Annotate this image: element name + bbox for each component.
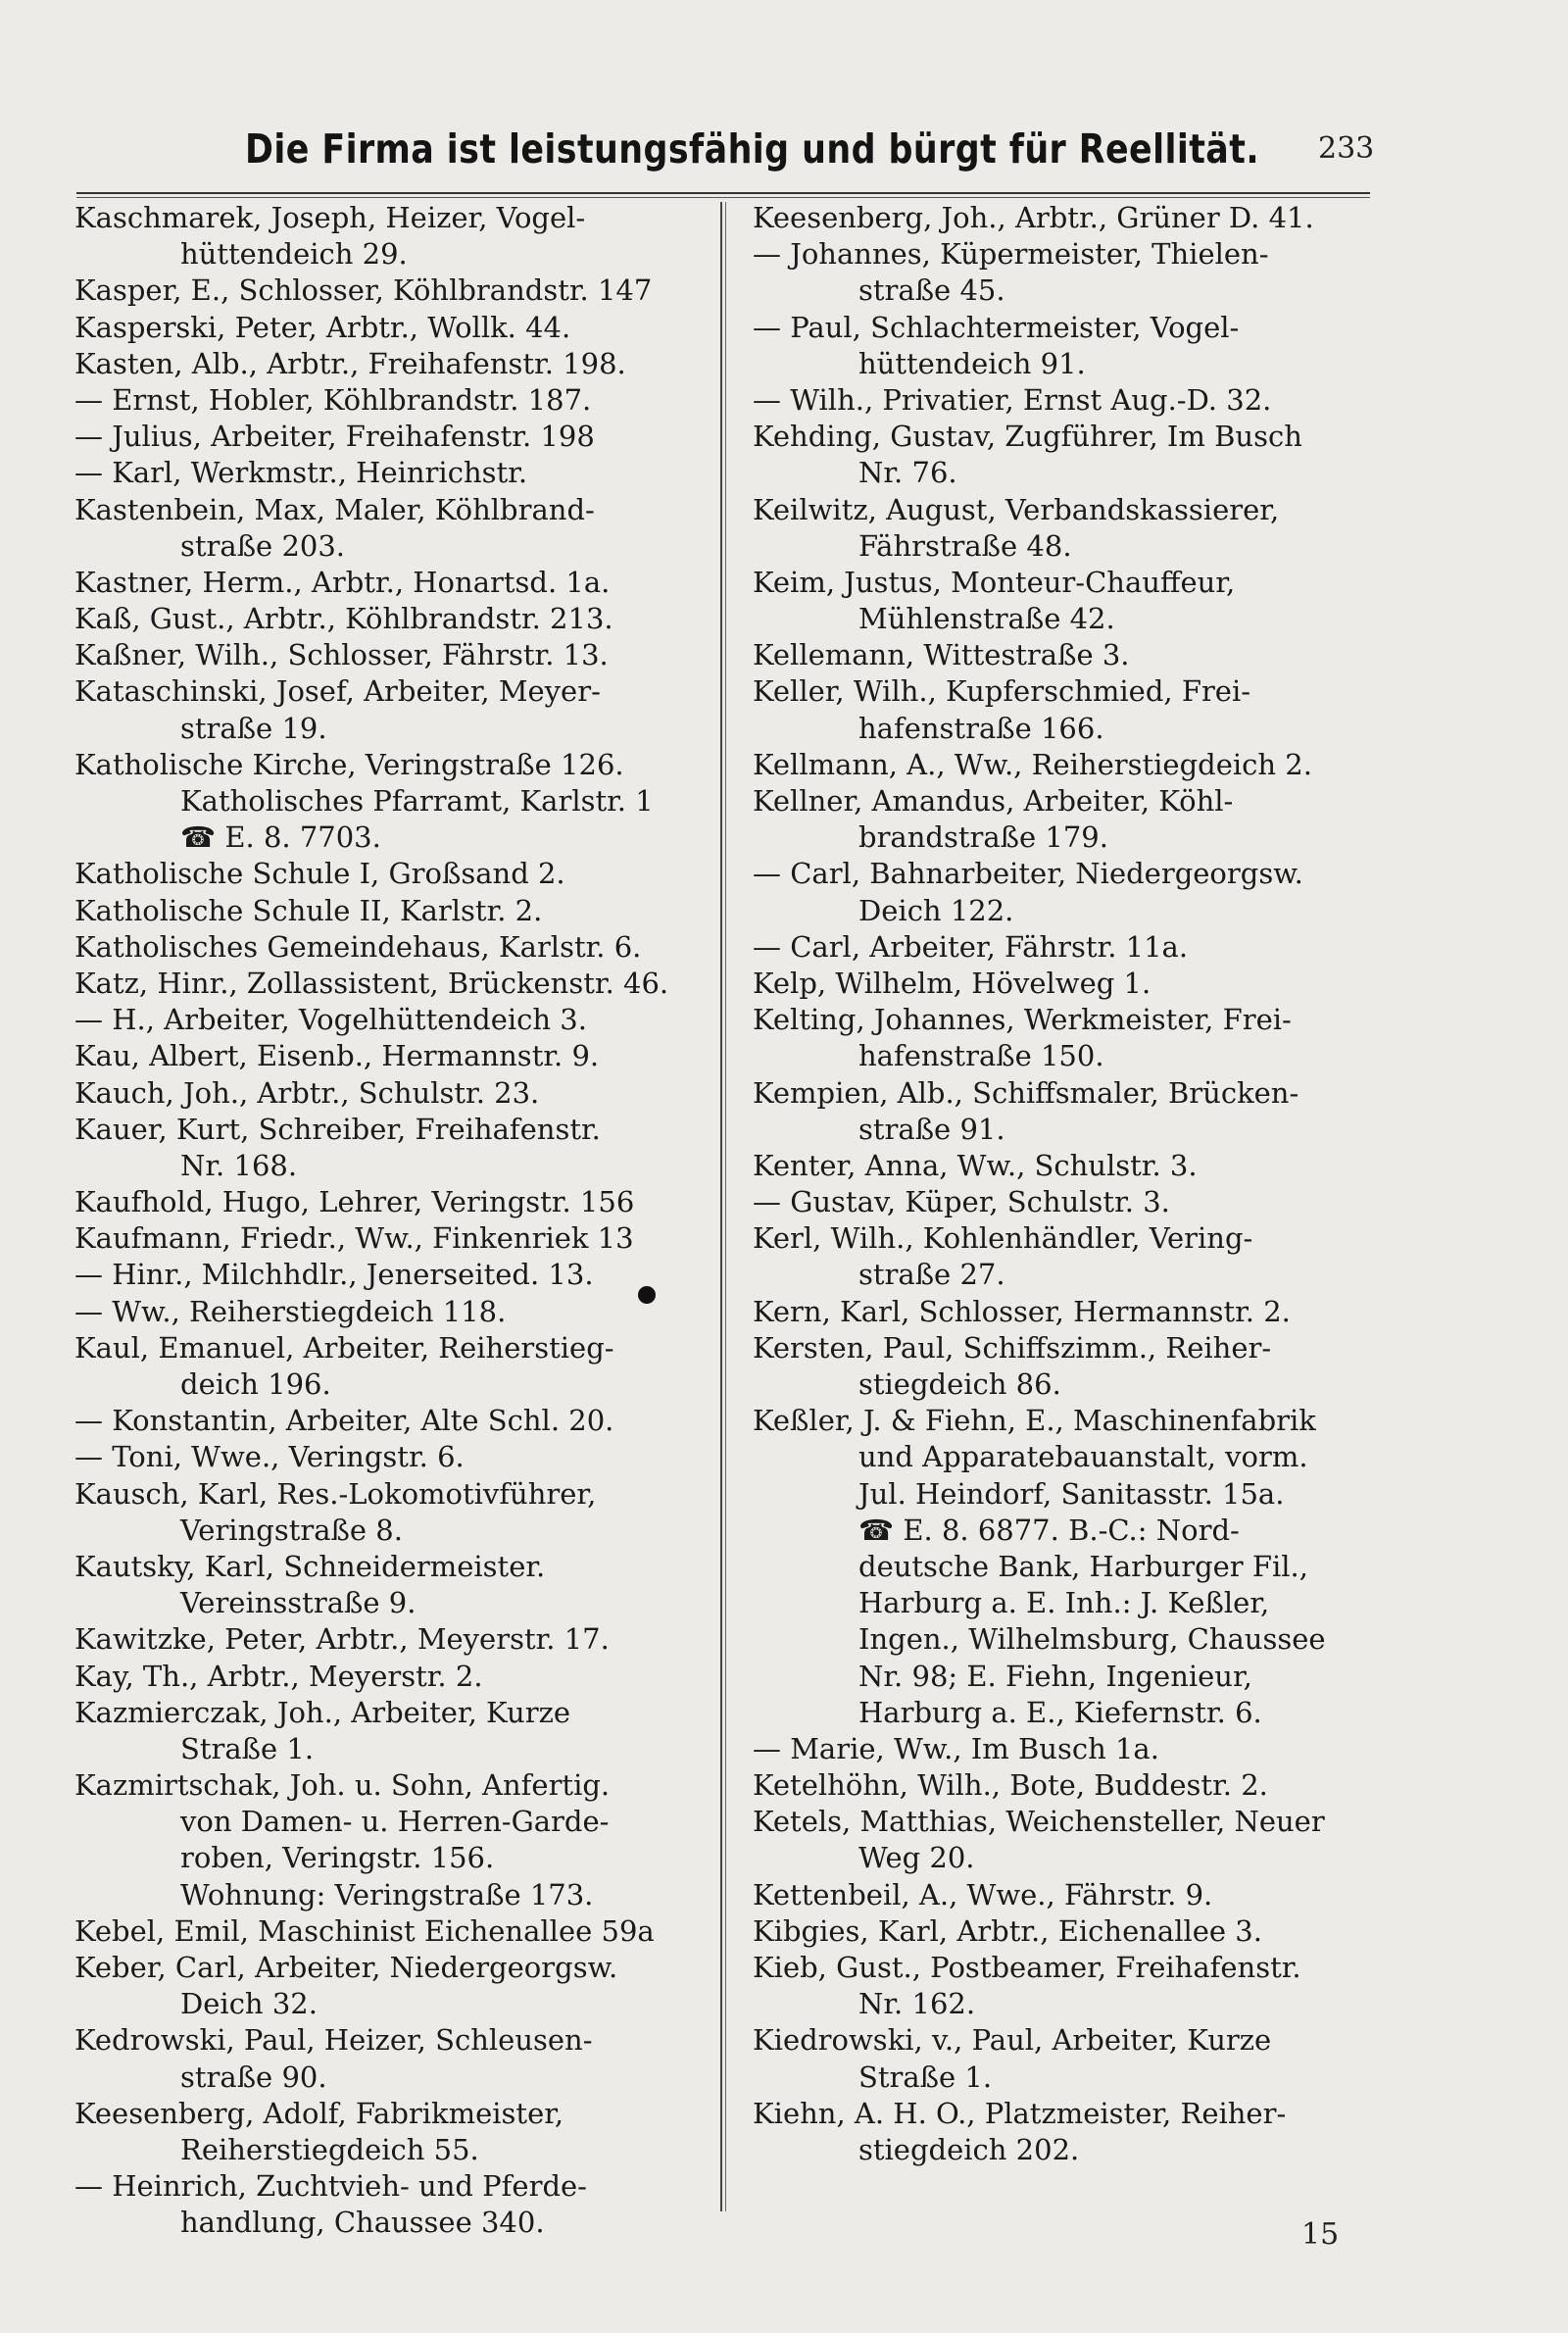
- directory-entry-line: Kauer, Kurt, Schreiber, Freihafenstr.: [74, 1112, 601, 1146]
- directory-entry-continuation: straße 45.: [858, 273, 1005, 308]
- directory-entry-line: — Julius, Arbeiter, Freihafenstr. 198: [74, 420, 595, 454]
- directory-entry-continuation: handlung, Chaussee 340.: [180, 2206, 545, 2240]
- directory-entry-line: — H., Arbeiter, Vogelhüttendeich 3.: [74, 1003, 587, 1037]
- directory-entry-line: Kazmierczak, Joh., Arbeiter, Kurze: [74, 1695, 571, 1729]
- directory-entry-line: Kasten, Alb., Arbtr., Freihafenstr. 198.: [74, 346, 626, 380]
- right-column: [753, 200, 1375, 2168]
- page-number-top: 233: [1318, 131, 1375, 166]
- directory-entry-continuation: Straße 1.: [858, 2060, 993, 2094]
- directory-entry-line: — Konstantin, Arbeiter, Alte Schl. 20.: [74, 1404, 614, 1438]
- directory-entry-line: — Ww., Reiherstiegdeich 118.: [74, 1294, 507, 1328]
- directory-entry-line: Kiehn, A. H. O., Platzmeister, Reiher-: [753, 2096, 1287, 2130]
- directory-entry-continuation: Katholisches Pfarramt, Karlstr. 1: [180, 784, 654, 818]
- directory-entry-line: — Paul, Schlachtermeister, Vogel-: [753, 310, 1240, 344]
- directory-entry-line: Kedrowski, Paul, Heizer, Schleusen-: [74, 2023, 593, 2058]
- directory-entry-line: — Johannes, Küpermeister, Thielen-: [753, 237, 1269, 272]
- directory-entry-line: Kelting, Johannes, Werkmeister, Frei-: [753, 1003, 1292, 1037]
- directory-entry-line: Kiedrowski, v., Paul, Arbeiter, Kurze: [753, 2023, 1272, 2058]
- directory-entry-continuation: Jul. Heindorf, Sanitasstr. 15a.: [858, 1476, 1285, 1511]
- directory-entry-line: Keilwitz, August, Verbandskassierer,: [753, 492, 1280, 526]
- directory-entry-line: Kellmann, A., Ww., Reiherstiegdeich 2.: [753, 747, 1312, 781]
- directory-entry-line: Katz, Hinr., Zollassistent, Brückenstr. 46.: [74, 966, 669, 1000]
- directory-entry-continuation: stiegdeich 86.: [858, 1367, 1061, 1401]
- directory-entry-continuation: Deich 122.: [858, 893, 1014, 927]
- directory-entry-line: Kasperski, Peter, Arbtr., Wollk. 44.: [74, 310, 571, 344]
- directory-entry-line: Kasper, E., Schlosser, Köhlbrandstr. 147: [74, 273, 653, 308]
- directory-entry-continuation: Veringstraße 8.: [180, 1513, 403, 1547]
- directory-entry-line: Kaschmarek, Joseph, Heizer, Vogel-: [74, 201, 586, 234]
- directory-entry-continuation: Nr. 162.: [858, 1987, 976, 2021]
- directory-entry-line: Katholisches Gemeindehaus, Karlstr. 6.: [74, 929, 642, 964]
- directory-entry-line: Kerl, Wilh., Kohlenhändler, Vering-: [753, 1221, 1253, 1256]
- directory-entry-line: — Karl, Werkmstr., Heinrichstr.: [74, 456, 528, 490]
- directory-entry-continuation: Nr. 168.: [180, 1148, 298, 1182]
- directory-entry-line: — Hinr., Milchhdlr., Jenerseited. 13.: [74, 1258, 594, 1292]
- directory-entry-line: Keber, Carl, Arbeiter, Niedergeorgsw.: [74, 1951, 618, 1984]
- directory-entry-line: Keesenberg, Joh., Arbtr., Grüner D. 41.: [753, 201, 1314, 234]
- directory-entry-continuation: von Damen- u. Herren-Garde-: [180, 1805, 610, 1839]
- directory-entry-continuation: Ingen., Wilhelmsburg, Chaussee: [858, 1622, 1326, 1657]
- directory-entry-continuation: brandstraße 179.: [858, 820, 1108, 855]
- directory-entry-line: Kern, Karl, Schlosser, Hermannstr. 2.: [753, 1294, 1291, 1328]
- directory-entry-continuation: straße 203.: [180, 528, 346, 563]
- directory-entry-line: Ketelhöhn, Wilh., Bote, Buddestr. 2.: [753, 1768, 1268, 1803]
- directory-entry-continuation: ☎ E. 8. 6877. B.-C.: Nord-: [858, 1513, 1240, 1547]
- directory-entry-line: Kibgies, Karl, Arbtr., Eichenallee 3.: [753, 1913, 1262, 1948]
- directory-entry-continuation: straße 91.: [858, 1112, 1005, 1146]
- directory-entry-line: Kauch, Joh., Arbtr., Schulstr. 23.: [74, 1075, 540, 1110]
- directory-entry-line: Kaßner, Wilh., Schlosser, Fährstr. 13.: [74, 638, 609, 672]
- directory-entry-continuation: Mühlenstraße 42.: [858, 602, 1115, 636]
- directory-entry-line: Keßler, J. & Fiehn, E., Maschinenfabrik: [753, 1404, 1316, 1438]
- directory-entry-line: Kautsky, Karl, Schneidermeister.: [74, 1549, 546, 1583]
- page-number-bottom: 15: [1301, 2217, 1340, 2252]
- directory-entry-line: Keesenberg, Adolf, Fabrikmeister,: [74, 2096, 564, 2130]
- directory-entry-continuation: Nr. 98; E. Fiehn, Ingenieur,: [858, 1659, 1252, 1693]
- directory-entry-line: Kieb, Gust., Postbeamer, Freihafenstr.: [753, 1951, 1301, 1984]
- directory-entry-line: Kazmirtschak, Joh. u. Sohn, Anfertig.: [74, 1768, 611, 1803]
- directory-entry-continuation: deich 196.: [180, 1367, 331, 1401]
- directory-entry-line: — Marie, Ww., Im Busch 1a.: [753, 1731, 1159, 1765]
- ink-spot: [638, 1286, 656, 1304]
- directory-entry-line: Kau, Albert, Eisenb., Hermannstr. 9.: [74, 1039, 600, 1073]
- directory-entry-continuation: hafenstraße 150.: [858, 1039, 1104, 1073]
- directory-entry-continuation: straße 19.: [180, 711, 327, 745]
- directory-entry-line: Kenter, Anna, Ww., Schulstr. 3.: [753, 1148, 1198, 1182]
- directory-entry-line: Katholische Schule I, Großsand 2.: [74, 857, 565, 891]
- directory-entry-continuation: hüttendeich 91.: [858, 346, 1086, 380]
- directory-entry-line: — Heinrich, Zuchtvieh- und Pferde-: [74, 2169, 587, 2204]
- directory-entry-line: Kaul, Emanuel, Arbeiter, Reiherstieg-: [74, 1330, 614, 1365]
- directory-entry-continuation: Reiherstiegdeich 55.: [180, 2132, 479, 2166]
- directory-entry-line: Kastner, Herm., Arbtr., Honartsd. 1a.: [74, 565, 611, 599]
- directory-entry-line: Keim, Justus, Monteur-Chauffeur,: [753, 565, 1236, 599]
- directory-entry-continuation: ☎ E. 8. 7703.: [180, 820, 381, 855]
- directory-entry-continuation: hafenstraße 166.: [858, 711, 1104, 745]
- directory-entry-line: Kehding, Gustav, Zugführer, Im Busch: [753, 420, 1302, 454]
- directory-entry-line: Kausch, Karl, Res.-Lokomotivführer,: [74, 1476, 597, 1511]
- directory-entry-line: — Gustav, Küper, Schulstr. 3.: [753, 1185, 1170, 1219]
- directory-entry-line: — Carl, Arbeiter, Fährstr. 11a.: [753, 929, 1189, 964]
- directory-entry-line: Kersten, Paul, Schiffszimm., Reiher-: [753, 1330, 1272, 1365]
- directory-entry-line: Kaufhold, Hugo, Lehrer, Veringstr. 156: [74, 1185, 635, 1219]
- directory-entry-continuation: straße 90.: [180, 2060, 327, 2094]
- directory-entry-continuation: stiegdeich 202.: [858, 2132, 1080, 2166]
- directory-entry-line: Kellner, Amandus, Arbeiter, Köhl-: [753, 784, 1234, 818]
- directory-entry-continuation: Wohnung: Veringstraße 173.: [180, 1877, 594, 1911]
- directory-entry-line: Kempien, Alb., Schiffsmaler, Brücken-: [753, 1075, 1299, 1110]
- directory-entry-continuation: Nr. 76.: [858, 456, 957, 490]
- header-rule: [76, 192, 1370, 198]
- directory-entry-line: Katholische Schule II, Karlstr. 2.: [74, 893, 543, 927]
- directory-entry-continuation: Fährstraße 48.: [858, 528, 1072, 563]
- directory-entry-continuation: Straße 1.: [180, 1731, 315, 1765]
- column-divider: [720, 202, 726, 2211]
- directory-entry-continuation: hüttendeich 29.: [180, 237, 408, 272]
- directory-entry-continuation: Weg 20.: [858, 1841, 975, 1875]
- directory-entry-continuation: Vereinsstraße 9.: [180, 1586, 416, 1620]
- directory-entry-line: Katholische Kirche, Veringstraße 126.: [74, 747, 624, 781]
- directory-entry-line: Kaufmann, Friedr., Ww., Finkenriek 13: [74, 1221, 634, 1256]
- directory-entry-line: — Toni, Wwe., Veringstr. 6.: [74, 1440, 465, 1474]
- directory-entry-continuation: roben, Veringstr. 156.: [180, 1841, 495, 1875]
- directory-entry-line: Kay, Th., Arbtr., Meyerstr. 2.: [74, 1659, 483, 1693]
- directory-entry-line: — Carl, Bahnarbeiter, Niedergeorgsw.: [753, 857, 1303, 891]
- directory-entry-continuation: und Apparatebauanstalt, vorm.: [858, 1440, 1308, 1474]
- directory-entry-line: Kataschinski, Josef, Arbeiter, Meyer-: [74, 674, 601, 709]
- directory-entry-continuation: straße 27.: [858, 1258, 1005, 1292]
- directory-entry-line: Kawitzke, Peter, Arbtr., Meyerstr. 17.: [74, 1622, 610, 1657]
- directory-entry-continuation: Deich 32.: [180, 1987, 318, 2021]
- directory-entry-line: Kelp, Wilhelm, Hövelweg 1.: [753, 966, 1152, 1000]
- directory-entry-line: Kettenbeil, A., Wwe., Fährstr. 9.: [753, 1877, 1213, 1911]
- directory-entry-line: — Wilh., Privatier, Ernst Aug.-D. 32.: [753, 382, 1272, 417]
- left-column: [74, 200, 702, 2242]
- directory-entry-line: Ketels, Matthias, Weichensteller, Neuer: [753, 1805, 1325, 1839]
- directory-entry-line: — Ernst, Hobler, Köhlbrandstr. 187.: [74, 382, 592, 417]
- page-header-slogan: Die Firma ist leistungsfähig und bürgt für Reellität.: [245, 125, 1260, 173]
- directory-entry-continuation: Harburg a. E., Kiefernstr. 6.: [858, 1695, 1262, 1729]
- directory-entry-line: Keller, Wilh., Kupferschmied, Frei-: [753, 674, 1251, 709]
- directory-entry-line: Kastenbein, Max, Maler, Köhlbrand-: [74, 492, 595, 526]
- directory-entry-line: Kebel, Emil, Maschinist Eichenallee 59a: [74, 1913, 655, 1948]
- directory-entry-line: Kellemann, Wittestraße 3.: [753, 638, 1130, 672]
- directory-entry-line: Kaß, Gust., Arbtr., Köhlbrandstr. 213.: [74, 602, 613, 636]
- directory-entry-continuation: deutsche Bank, Harburger Fil.,: [858, 1549, 1308, 1583]
- directory-entry-continuation: Harburg a. E. Inh.: J. Keßler,: [858, 1586, 1270, 1620]
